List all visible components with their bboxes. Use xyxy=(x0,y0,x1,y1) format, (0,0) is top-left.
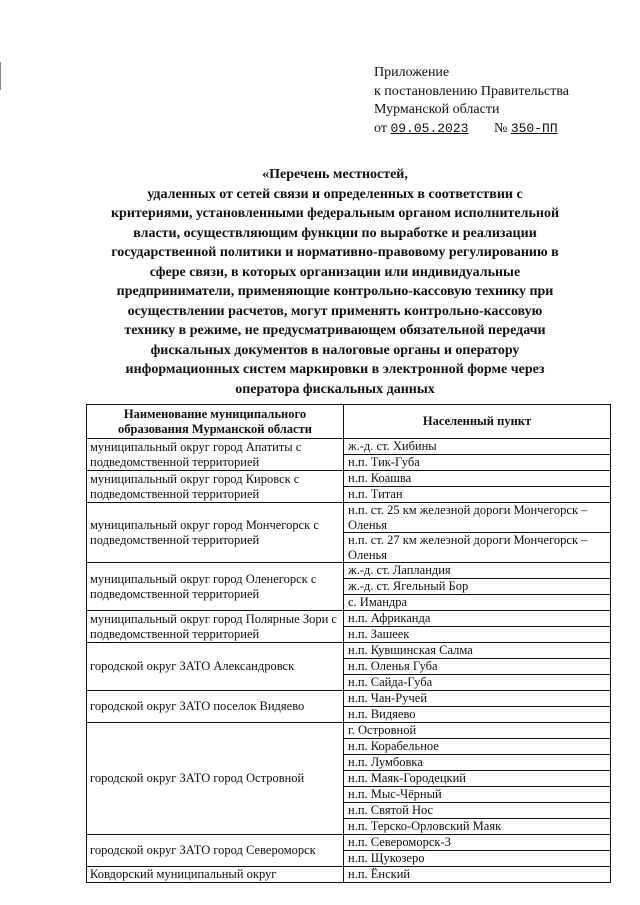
title-line: критериями, установленными федеральным органом исполнительной xyxy=(110,206,560,221)
locality-cell: н.п. Ёнский xyxy=(344,867,611,883)
table-row xyxy=(87,471,611,487)
title-line: власти, осуществляющим функции по выработке и реализации xyxy=(133,225,537,241)
appendix-line-3: Мурманской области xyxy=(374,102,500,117)
municipality-cell: муниципальный округ город Полярные Зори с подведомственной территорией xyxy=(87,611,344,643)
locality-cell: н.п. Титан xyxy=(344,487,611,503)
table-row xyxy=(87,835,611,851)
municipality-cell: Ковдорский муниципальный округ xyxy=(87,867,344,883)
scan-margin-mark xyxy=(0,62,1,90)
municipality-cell: муниципальный округ город Кировск с подведомственной территорией xyxy=(87,471,344,503)
locality-cell: н.п. Оленья Губа xyxy=(344,659,611,675)
locality-cell: н.п. Североморск-3 xyxy=(344,835,611,851)
table-row xyxy=(87,563,611,579)
table-row xyxy=(87,611,611,627)
locality-cell: н.п. Терско-Орловский Маяк xyxy=(344,819,611,835)
appendix-line-2: к постановлению Правительства xyxy=(374,83,570,99)
resolution-date: 09.05.2023 xyxy=(390,120,469,136)
municipality-cell: муниципальный округ город Мончегорск с подведомственной территорией xyxy=(87,503,344,563)
locality-cell: н.п. Коашва xyxy=(344,471,611,487)
locality-cell: н.п. Сайда-Губа xyxy=(344,675,611,691)
locality-cell: г. Островной xyxy=(344,723,611,739)
title-line: фискальных документов в налоговые органы и оператору xyxy=(150,342,520,358)
appendix-line-1: Приложение xyxy=(374,65,450,80)
title-line: информационных систем маркировки в электронной форме через xyxy=(125,362,545,377)
document-title xyxy=(70,165,600,399)
table-row xyxy=(87,867,611,883)
title-line: технику в режиме, не предусматривающем обязательной передачи xyxy=(124,323,546,338)
title-line: сфере связи, в которых организации или индивидуальные xyxy=(149,264,521,280)
municipality-cell: городской округ ЗАТО Александровск xyxy=(87,643,344,691)
table-row xyxy=(87,643,611,659)
locality-cell: н.п. Святой Нос xyxy=(344,803,611,819)
locality-cell: н.п. Африканда xyxy=(344,611,611,627)
title-line: «Перечень местностей, xyxy=(262,167,408,182)
table-row xyxy=(87,503,611,533)
table-row xyxy=(87,691,611,707)
municipality-cell: муниципальный округ город Апатиты с подведомственной территорией xyxy=(87,439,344,471)
title-line: осуществлении расчетов, могут применять контрольно-кассовую xyxy=(127,303,543,319)
table-header-row xyxy=(87,405,611,439)
localities-table xyxy=(86,404,611,883)
title-line: удаленных от сетей связи и определенных в соответствии с xyxy=(147,186,523,202)
locality-cell: н.п. Лумбовка xyxy=(344,755,611,771)
header-municipality: Наименование муниципального образования Мурманской области xyxy=(87,405,344,439)
locality-cell: ж.-д. ст. Лапландия xyxy=(344,563,611,579)
table-row xyxy=(87,723,611,739)
title-line: государственной политики и нормативно-правовому регулированию в xyxy=(111,245,559,260)
locality-cell: н.п. Чан-Ручей xyxy=(344,691,611,707)
appendix-block xyxy=(374,64,569,138)
municipality-cell: городской округ ЗАТО город Североморск xyxy=(87,835,344,867)
date-prefix: от xyxy=(374,120,387,136)
title-line: предприниматели, применяющие контрольно-кассовую технику при xyxy=(116,284,554,299)
resolution-number: 350-ПП xyxy=(510,120,558,136)
number-prefix: № xyxy=(493,120,508,136)
locality-cell: ж.-д. ст. Хибины xyxy=(344,439,611,455)
table-body xyxy=(87,439,611,883)
locality-cell: н.п. Тик-Губа xyxy=(344,455,611,471)
municipality-cell: городской округ ЗАТО город Островной xyxy=(87,723,344,835)
locality-cell: с. Имандра xyxy=(344,595,611,611)
locality-cell: н.п. Видяево xyxy=(344,707,611,723)
locality-cell: н.п. Мыс-Чёрный xyxy=(344,787,611,803)
title-line: оператора фискальных данных xyxy=(235,381,435,397)
locality-cell: н.п. Зашеек xyxy=(344,627,611,643)
appendix-date-line xyxy=(374,120,569,139)
locality-cell: н.п. Маяк-Городецкий xyxy=(344,771,611,787)
locality-cell: н.п. ст. 25 км железной дороги Мончегорск – Оленья xyxy=(344,503,611,533)
municipality-cell: городской округ ЗАТО поселок Видяево xyxy=(87,691,344,723)
table-row xyxy=(87,439,611,455)
locality-cell: н.п. Корабельное xyxy=(344,739,611,755)
locality-cell: ж.-д. ст. Ягельный Бор xyxy=(344,579,611,595)
locality-cell: н.п. Кувшинская Салма xyxy=(344,643,611,659)
locality-cell: н.п. ст. 27 км железной дороги Мончегорск – Оленья xyxy=(344,533,611,563)
locality-cell: н.п. Щукозеро xyxy=(344,851,611,867)
municipality-cell: муниципальный округ город Оленегорск с подведомственной территорией xyxy=(87,563,344,611)
header-locality: Населенный пункт xyxy=(344,405,611,439)
